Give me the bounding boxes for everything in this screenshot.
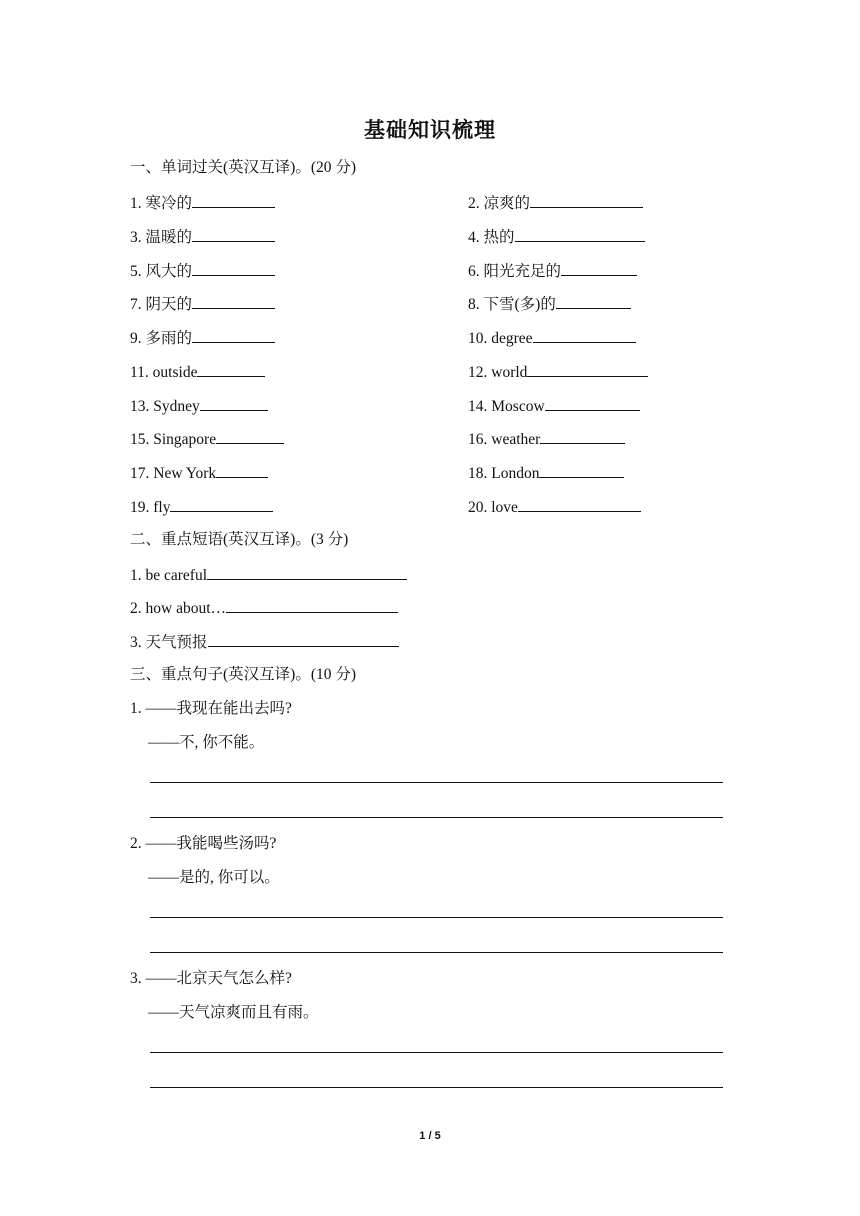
answer-blank[interactable]	[197, 361, 265, 377]
vocab-item-19: 19. fly	[130, 496, 273, 518]
phrase-item-2: 2. how about…	[130, 597, 398, 619]
phrase-item-3: 3. 天气预报	[130, 631, 399, 653]
vocab-item-6: 6. 阳光充足的	[468, 260, 637, 282]
writing-line[interactable]	[150, 1087, 723, 1088]
writing-line[interactable]	[150, 782, 723, 783]
answer-blank[interactable]	[192, 293, 275, 309]
answer-blank[interactable]	[216, 428, 284, 444]
section1-heading: 一、单词过关(英汉互译)。(20 分)	[130, 159, 357, 176]
vocab-item-10: 10. degree	[468, 327, 636, 349]
writing-line[interactable]	[150, 917, 723, 918]
answer-blank[interactable]	[556, 293, 631, 309]
writing-line[interactable]	[150, 1052, 723, 1053]
vocab-item-12: 12. world	[468, 361, 648, 383]
vocab-item-20: 20. love	[468, 496, 641, 518]
sentence-question-2: 2. ——我能喝些汤吗?	[130, 835, 277, 852]
page-title: 基础知识梳理	[364, 118, 496, 142]
answer-blank[interactable]	[200, 395, 268, 411]
vocab-item-3: 3. 温暖的	[130, 226, 275, 248]
section3-heading: 三、重点句子(英汉互译)。(10 分)	[130, 666, 357, 683]
vocab-item-15: 15. Singapore	[130, 428, 284, 450]
phrase-item-1: 1. be careful	[130, 564, 407, 586]
answer-blank[interactable]	[192, 226, 275, 242]
vocab-item-1: 1. 寒冷的	[130, 192, 275, 214]
answer-blank[interactable]	[216, 462, 268, 478]
answer-blank[interactable]	[527, 361, 648, 377]
vocab-item-4: 4. 热的	[468, 226, 645, 248]
sentence-question-1: 1. ——我现在能出去吗?	[130, 700, 292, 717]
vocab-item-5: 5. 风大的	[130, 260, 275, 282]
vocab-item-18: 18. London	[468, 462, 624, 484]
answer-blank[interactable]	[561, 260, 637, 276]
vocab-item-13: 13. Sydney	[130, 395, 268, 417]
section2-heading: 二、重点短语(英汉互译)。(3 分)	[130, 531, 349, 548]
vocab-item-7: 7. 阴天的	[130, 293, 275, 315]
vocab-item-11: 11. outside	[130, 361, 265, 383]
sentence-question-3: 3. ——北京天气怎么样?	[130, 970, 292, 987]
vocab-item-17: 17. New York	[130, 462, 268, 484]
answer-blank[interactable]	[208, 631, 399, 647]
answer-blank[interactable]	[192, 192, 275, 208]
answer-blank[interactable]	[192, 260, 275, 276]
answer-blank[interactable]	[540, 428, 625, 444]
vocab-item-9: 9. 多雨的	[130, 327, 275, 349]
answer-blank[interactable]	[530, 192, 643, 208]
vocab-item-2: 2. 凉爽的	[468, 192, 643, 214]
writing-line[interactable]	[150, 817, 723, 818]
page-number: 1 / 5	[419, 1130, 441, 1142]
answer-blank[interactable]	[539, 462, 624, 478]
answer-blank[interactable]	[515, 226, 645, 242]
answer-blank[interactable]	[226, 597, 398, 613]
vocab-item-16: 16. weather	[468, 428, 625, 450]
answer-blank[interactable]	[533, 327, 636, 343]
sentence-answer-2: ——是的, 你可以。	[148, 869, 280, 886]
answer-blank[interactable]	[545, 395, 640, 411]
sentence-answer-3: ——天气凉爽而且有雨。	[148, 1004, 319, 1021]
answer-blank[interactable]	[192, 327, 275, 343]
writing-line[interactable]	[150, 952, 723, 953]
answer-blank[interactable]	[518, 496, 641, 512]
vocab-item-14: 14. Moscow	[468, 395, 640, 417]
answer-blank[interactable]	[207, 564, 407, 580]
answer-blank[interactable]	[170, 496, 273, 512]
vocab-item-8: 8. 下雪(多)的	[468, 293, 631, 315]
sentence-answer-1: ——不, 你不能。	[148, 734, 265, 751]
